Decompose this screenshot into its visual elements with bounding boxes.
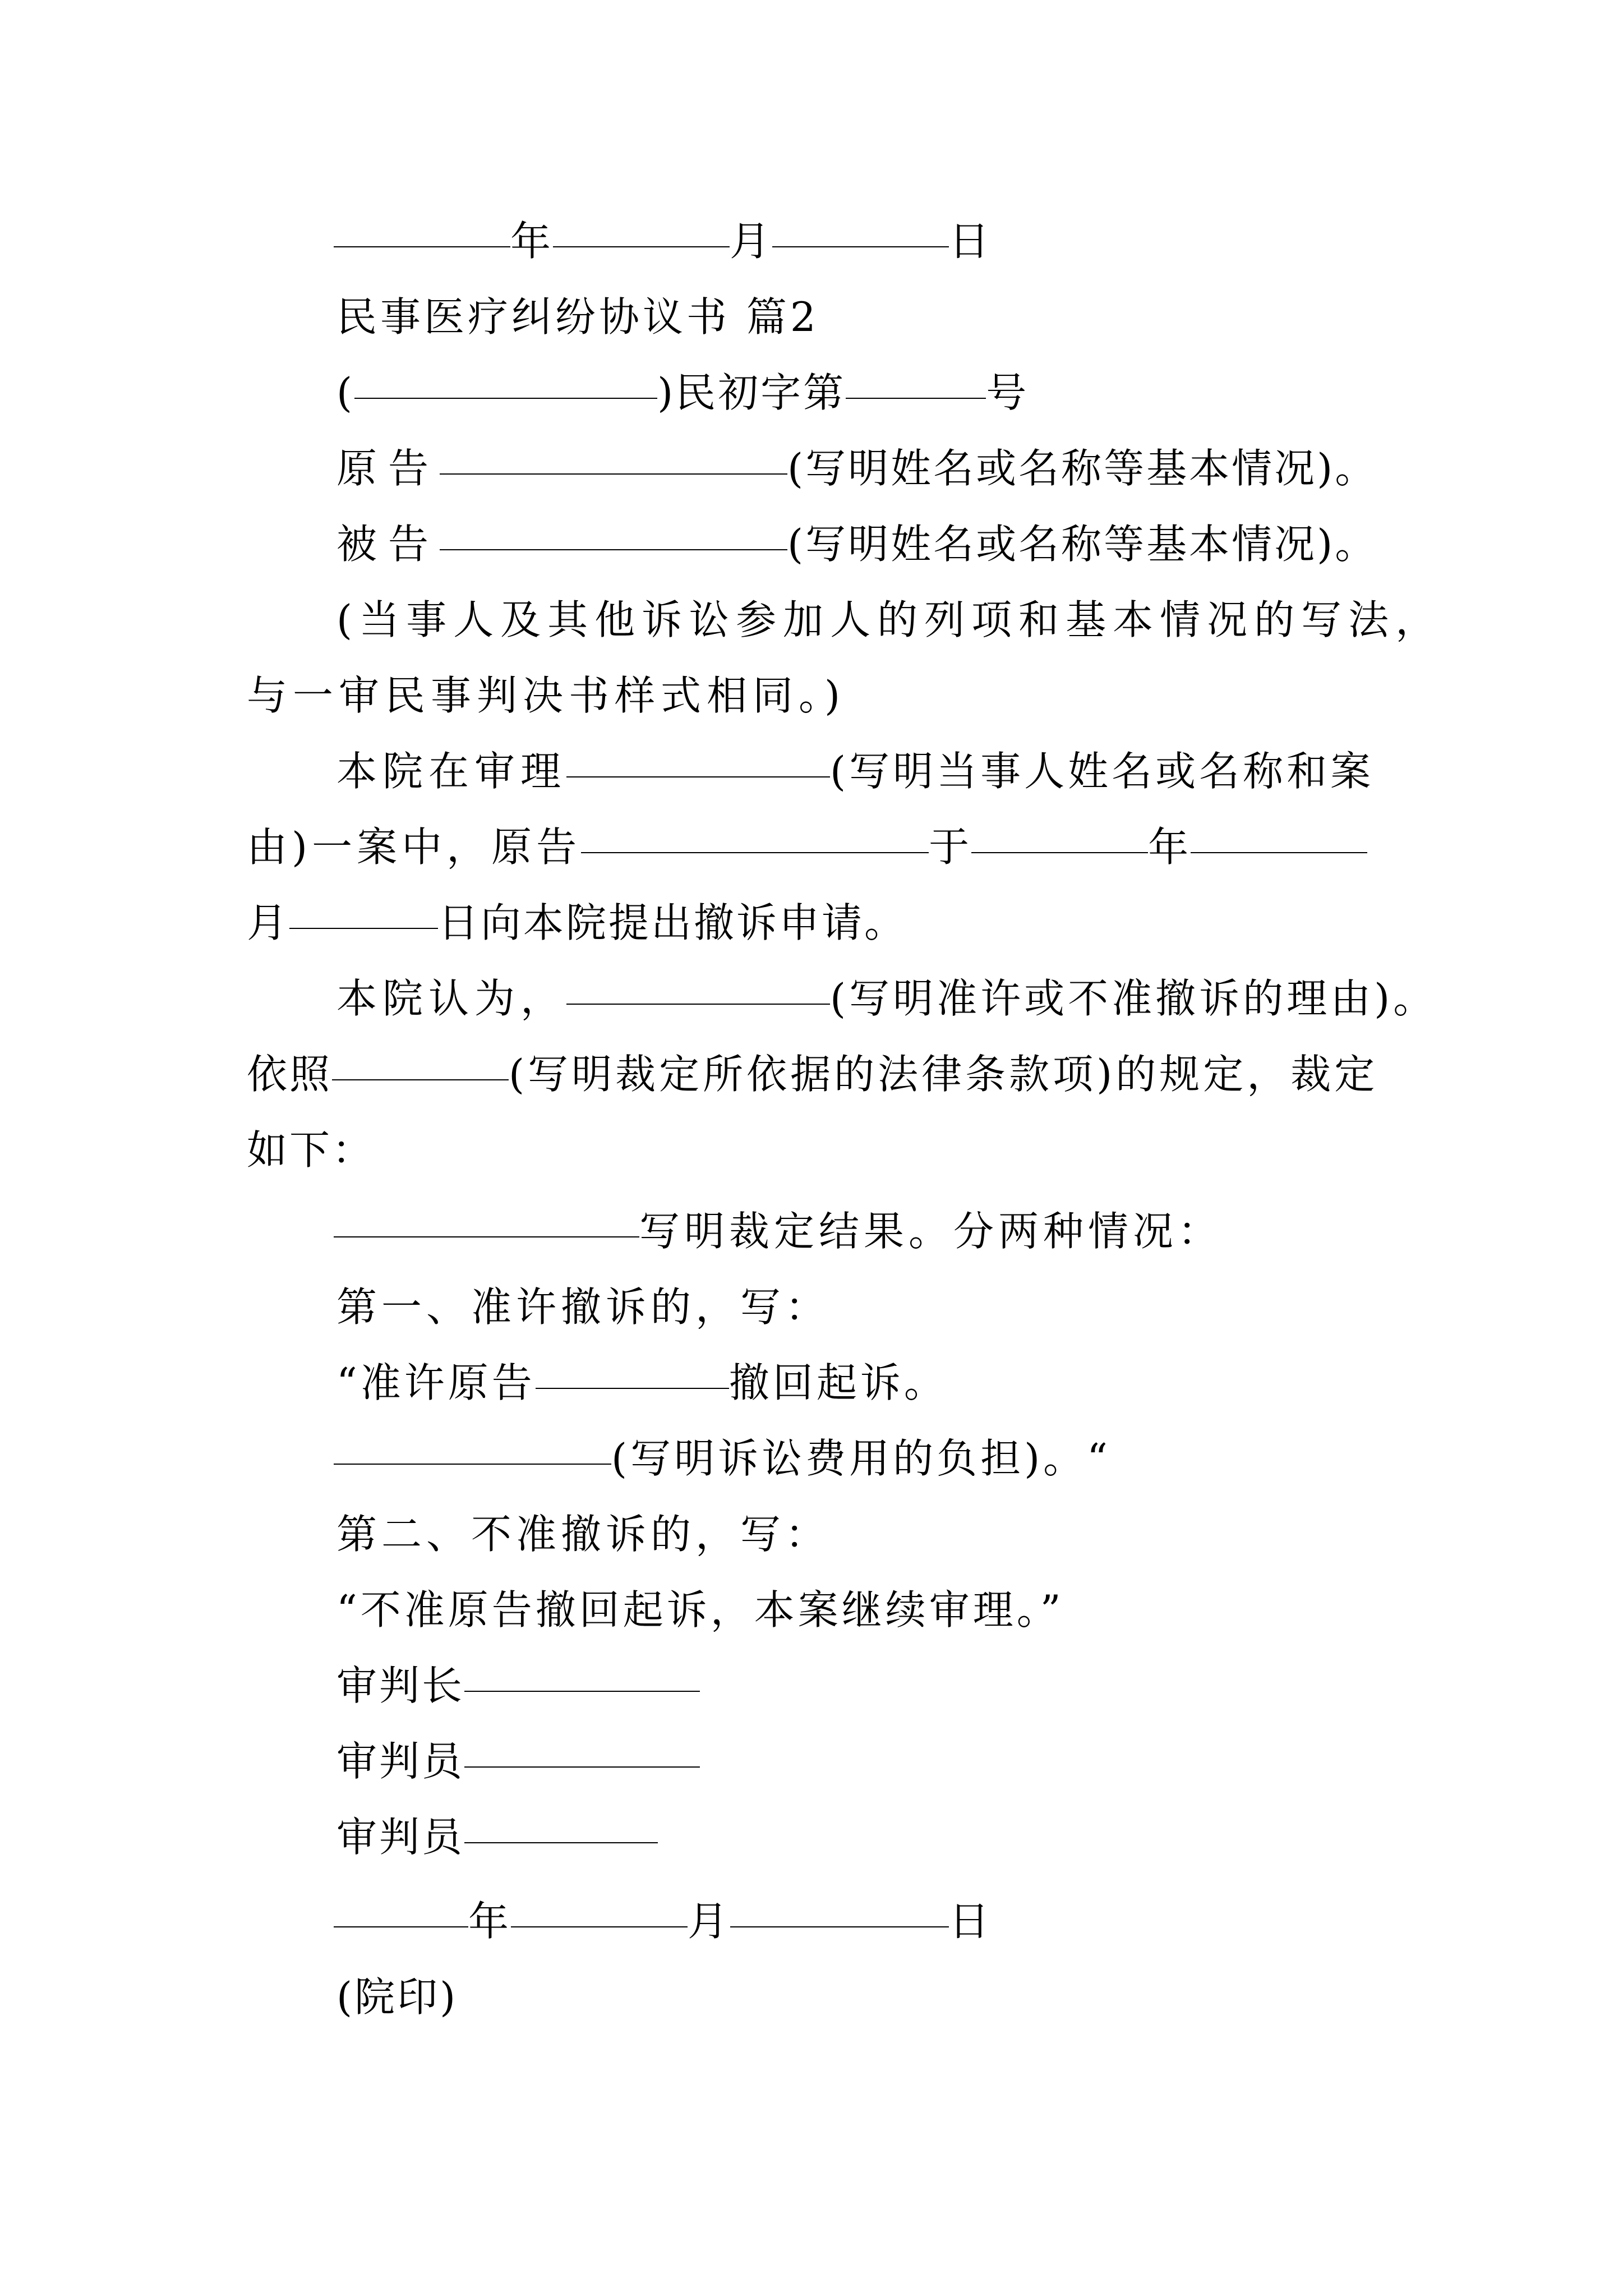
trial-label: 本院在审理	[336, 748, 567, 795]
year-label-bottom: 年	[468, 1898, 511, 1945]
day-label-bottom: 日	[949, 1898, 992, 1945]
blank-day-bottom	[730, 1926, 949, 1927]
case-label: )民初字第	[657, 369, 846, 416]
blank-judge-1	[464, 1766, 700, 1768]
trial-note: (写明当事人姓名或名称和案	[830, 748, 1375, 795]
ruling-result-text: 写明裁定结果。分两种情况：	[639, 1208, 1223, 1255]
blank-judge-2	[464, 1842, 658, 1843]
court-opinion-line	[336, 965, 1437, 1032]
trial-line-1	[336, 738, 1374, 805]
party-note-text-2: 与一审民事判决书样式相同。)	[247, 672, 846, 719]
date-line-bottom	[334, 1888, 992, 1955]
blank-case-plaintiff	[581, 852, 929, 853]
trial-line-3	[247, 889, 907, 956]
court-seal-text: (院印)	[336, 1973, 458, 2021]
case-year-label: 年	[1148, 823, 1191, 871]
blank-cost	[334, 1463, 611, 1465]
document-title	[336, 283, 819, 351]
case-one-line	[336, 1273, 830, 1341]
chief-judge-line	[336, 1652, 700, 1719]
withdraw-request-text: 日向本院提出撤诉申请。	[438, 899, 907, 946]
paren-open: (	[336, 369, 355, 416]
blank-approve-plaintiff	[536, 1387, 729, 1389]
court-seal-line	[336, 1963, 458, 2031]
approve-label: “准许原告	[336, 1359, 536, 1406]
according-label: 依照	[247, 1051, 333, 1098]
opinion-note: (写明准许或不准撤诉的理由)。	[830, 975, 1437, 1022]
deny-text: “不准原告撤回起诉，本案继续审理。”	[336, 1586, 1064, 1634]
plaintiff-note: (写明姓名或名称等基本情况)。	[787, 445, 1378, 492]
case-month-label: 月	[247, 899, 290, 946]
case-two-line	[336, 1501, 830, 1568]
month-label: 月	[730, 218, 773, 265]
blank-trial	[566, 776, 830, 777]
blank-opinion	[566, 1003, 830, 1005]
year-label: 年	[510, 218, 554, 265]
blank-chief-judge	[464, 1690, 700, 1692]
law-basis-line	[247, 1041, 1378, 1108]
opinion-label: 本院认为，	[336, 975, 567, 1022]
blank-year-bottom	[334, 1926, 468, 1927]
month-label-bottom: 月	[688, 1898, 731, 1945]
blank-day	[772, 246, 949, 247]
blank-case-year	[971, 852, 1148, 853]
deny-line	[336, 1576, 1064, 1644]
defendant-label: 被告	[336, 521, 440, 568]
blank-case-month-pre	[1191, 852, 1367, 853]
blank-plaintiff	[440, 473, 787, 475]
trial-line-2	[247, 813, 1367, 881]
plaintiff-line	[336, 435, 1377, 502]
blank-month	[553, 246, 730, 247]
judge-line-2	[336, 1803, 658, 1871]
as-follows-line	[247, 1116, 375, 1184]
blank-law	[332, 1079, 509, 1080]
case-number-line	[336, 359, 1029, 426]
on-label: 于	[929, 823, 972, 871]
blank-year	[334, 246, 510, 247]
judge-label-1: 审判员	[336, 1738, 465, 1785]
defendant-line	[336, 510, 1377, 578]
blank-defendant	[440, 549, 787, 550]
plaintiff-label: 原告	[336, 445, 440, 492]
title-text: 民事医疗纠纷协议书 篇2	[336, 293, 819, 341]
ruling-result-line	[334, 1198, 1223, 1265]
judge-label-2: 审判员	[336, 1814, 465, 1861]
blank-court	[354, 397, 657, 399]
case-one-text: 第一、准许撤诉的，写：	[336, 1283, 831, 1331]
party-note-text-1: (当事人及其他诉讼参加人的列项和基本情况的写法，	[336, 596, 1443, 643]
party-note-line-1	[336, 586, 1442, 654]
cost-note: (写明诉讼费用的负担)。“	[611, 1435, 1111, 1482]
blank-case-number	[846, 397, 986, 399]
party-note-line-2	[247, 662, 846, 729]
defendant-note: (写明姓名或名称等基本情况)。	[787, 521, 1378, 568]
blank-case-day	[289, 927, 438, 929]
day-label: 日	[949, 218, 992, 265]
case-plaintiff-label: 由)一案中，原告	[247, 823, 582, 871]
date-line-top	[334, 208, 992, 275]
blank-month-bottom	[511, 1926, 688, 1927]
law-note: (写明裁定所依据的法律条款项)的规定，裁定	[509, 1051, 1378, 1098]
judge-line-1	[336, 1728, 700, 1795]
number-label: 号	[986, 369, 1029, 416]
approve-line	[336, 1349, 948, 1416]
case-two-text: 第二、不准撤诉的，写：	[336, 1511, 831, 1558]
approve-withdraw-text: 撤回起诉。	[728, 1359, 948, 1406]
as-follows-text: 如下：	[247, 1126, 375, 1174]
chief-judge-label: 审判长	[336, 1662, 465, 1709]
blank-ruling	[334, 1236, 639, 1237]
cost-line	[334, 1425, 1111, 1492]
